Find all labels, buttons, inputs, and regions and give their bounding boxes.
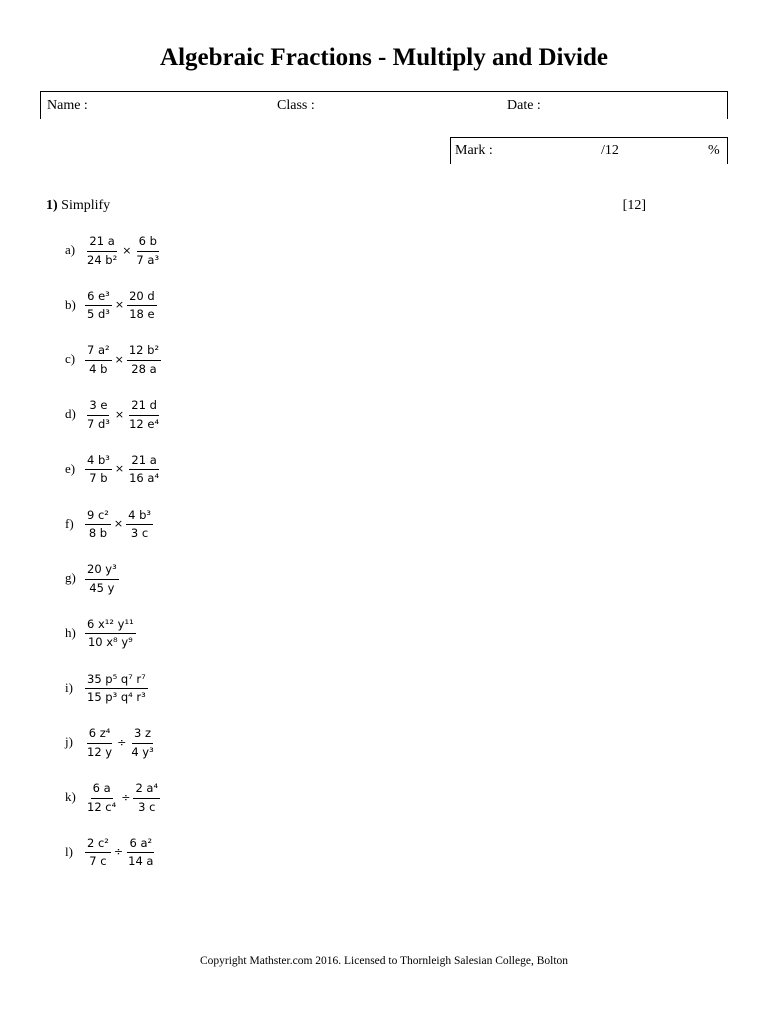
denominator: 5 d³ bbox=[87, 307, 110, 322]
denominator: 4 y³ bbox=[131, 744, 154, 759]
denominator: 15 p³ q⁴ r³ bbox=[87, 690, 146, 705]
numerator: 6 a bbox=[91, 781, 113, 799]
numerator: 2 a⁴ bbox=[133, 781, 160, 799]
class-label: Class : bbox=[277, 98, 315, 113]
fraction-left bbox=[85, 453, 112, 485]
denominator: 7 c bbox=[89, 854, 107, 869]
numerator: 12 b² bbox=[127, 343, 161, 361]
denominator: 3 c bbox=[130, 526, 149, 540]
part-label: j) bbox=[65, 734, 73, 750]
copyright-footer: Copyright Mathster.com 2016. Licensed to Thornleigh Salesian College, Bolton bbox=[199, 955, 569, 967]
numerator: 3 e bbox=[87, 398, 109, 416]
date-label: Date : bbox=[507, 98, 541, 113]
denominator: 45 y bbox=[89, 580, 115, 595]
mark-label: Mark : bbox=[455, 143, 493, 158]
numerator: 2 c² bbox=[85, 836, 111, 854]
fraction-left bbox=[85, 289, 112, 321]
numerator: 21 d bbox=[129, 398, 159, 416]
percent-sign: % bbox=[708, 143, 720, 158]
fraction-right bbox=[127, 343, 161, 375]
denominator: 4 b bbox=[89, 361, 108, 376]
part-label: b) bbox=[65, 296, 76, 312]
fraction-left bbox=[85, 726, 114, 758]
denominator: 14 a bbox=[128, 854, 154, 869]
question-part bbox=[65, 557, 119, 599]
fraction-left bbox=[85, 234, 119, 266]
page-title: Algebraic Fractions - Multiply and Divide bbox=[160, 44, 608, 71]
part-label: g) bbox=[65, 570, 76, 586]
question-part bbox=[65, 831, 155, 873]
fraction-right bbox=[126, 836, 155, 868]
operator: × bbox=[114, 407, 125, 421]
operator: ÷ bbox=[113, 845, 124, 859]
question-part bbox=[65, 776, 160, 818]
numerator: 4 b³ bbox=[126, 508, 153, 526]
denominator: 18 e bbox=[129, 307, 155, 322]
question-part bbox=[65, 338, 161, 380]
numerator: 3 z bbox=[132, 726, 153, 744]
student-info-box bbox=[40, 91, 728, 119]
numerator: 35 p⁵ q⁷ r⁷ bbox=[85, 672, 148, 690]
operator: × bbox=[114, 462, 125, 476]
question-part bbox=[65, 612, 136, 654]
fraction-left bbox=[85, 343, 112, 375]
denominator: 12 y bbox=[87, 744, 113, 759]
part-label: a) bbox=[65, 242, 76, 257]
numerator: 6 x¹² y¹¹ bbox=[85, 617, 136, 635]
fraction-left bbox=[85, 781, 118, 813]
numerator: 9 c² bbox=[85, 508, 111, 526]
denominator: 12 c⁴ bbox=[87, 799, 117, 814]
denominator: 3 c bbox=[138, 799, 156, 814]
question-part bbox=[65, 229, 161, 271]
fraction-right bbox=[134, 234, 161, 266]
operator: ÷ bbox=[121, 790, 131, 804]
question-part bbox=[65, 667, 148, 709]
fraction-left bbox=[85, 508, 111, 540]
question-number: 1) bbox=[46, 198, 58, 213]
part-label: c) bbox=[65, 351, 76, 367]
question-part bbox=[65, 284, 157, 326]
part-label: k) bbox=[65, 789, 76, 804]
question-part bbox=[65, 393, 161, 435]
fraction-left bbox=[85, 562, 119, 594]
fraction-left bbox=[85, 836, 111, 868]
mark-total: /12 bbox=[601, 143, 619, 158]
question-part bbox=[65, 503, 153, 545]
operator: ÷ bbox=[117, 735, 127, 749]
denominator: 28 a bbox=[131, 361, 157, 376]
question-header bbox=[46, 198, 646, 214]
denominator: 7 a³ bbox=[136, 252, 160, 267]
question-part bbox=[65, 721, 156, 763]
operator: × bbox=[114, 352, 124, 366]
part-label: e) bbox=[65, 460, 76, 476]
part-label: d) bbox=[65, 406, 76, 422]
denominator: 10 x⁸ y⁹ bbox=[87, 635, 133, 650]
fraction-left bbox=[85, 398, 112, 430]
numerator: 20 d bbox=[127, 289, 157, 307]
name-label: Name : bbox=[47, 98, 88, 113]
numerator: 6 e³ bbox=[85, 289, 112, 307]
fraction-right bbox=[127, 289, 157, 321]
numerator: 6 b bbox=[137, 234, 159, 252]
operator: × bbox=[113, 517, 124, 530]
denominator: 8 b bbox=[88, 526, 108, 540]
denominator: 7 d³ bbox=[87, 416, 110, 431]
mark-box bbox=[450, 137, 728, 164]
denominator: 24 b² bbox=[87, 252, 118, 267]
question-instruction: Simplify bbox=[61, 198, 111, 213]
fraction-right bbox=[127, 398, 161, 430]
fraction-left bbox=[85, 672, 148, 704]
denominator: 16 a⁴ bbox=[129, 471, 160, 486]
denominator: 7 b bbox=[89, 471, 108, 486]
numerator: 4 b³ bbox=[85, 453, 112, 471]
part-label: l) bbox=[65, 843, 73, 859]
fraction-left bbox=[85, 617, 136, 649]
numerator: 21 a bbox=[87, 234, 116, 252]
numerator: 20 y³ bbox=[85, 562, 119, 580]
numerator: 21 a bbox=[129, 453, 158, 471]
part-label: f) bbox=[65, 515, 74, 531]
part-label: i) bbox=[65, 679, 73, 695]
fraction-right bbox=[133, 781, 160, 813]
fraction-right bbox=[129, 726, 155, 758]
numerator: 6 a² bbox=[127, 836, 154, 854]
numerator: 7 a² bbox=[85, 343, 112, 361]
numerator: 6 z⁴ bbox=[87, 726, 113, 744]
part-label: h) bbox=[65, 624, 76, 640]
question-part bbox=[65, 448, 161, 490]
fraction-right bbox=[126, 508, 153, 540]
operator: × bbox=[122, 243, 132, 257]
operator: × bbox=[114, 298, 125, 312]
denominator: 12 e⁴ bbox=[129, 416, 160, 431]
fraction-right bbox=[127, 453, 161, 485]
question-marks: [12] bbox=[622, 198, 646, 213]
